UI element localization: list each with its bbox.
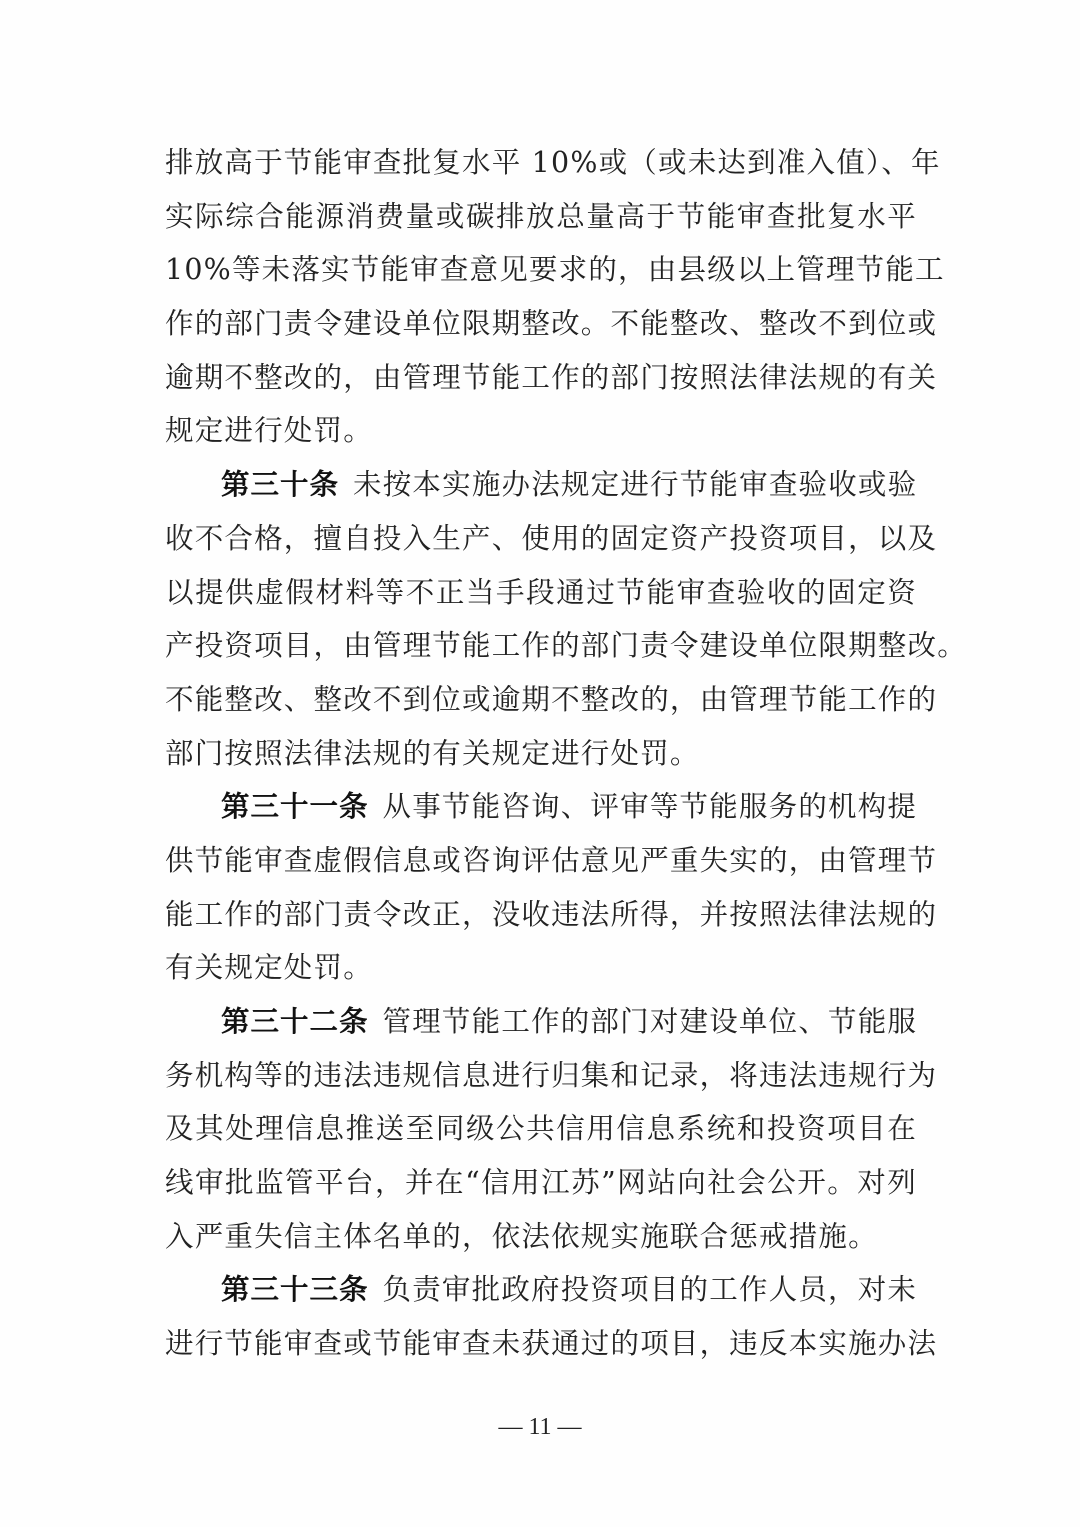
text-line: 10%等未落实节能审查意见要求的，由县级以上管理节能工: [165, 253, 945, 287]
article-number: 第三十二条: [221, 1005, 369, 1038]
text-line: 供节能审查虚假信息或咨询评估意见严重失实的，由管理节: [165, 843, 938, 877]
text-line: 线审批监管平台，并在“信用江苏”网站向社会公开。对列: [165, 1166, 917, 1200]
text-line: 作的部门责令建设单位限期整改。不能整改、整改不到位或: [165, 307, 938, 341]
text-line: 规定进行处罚。: [165, 414, 373, 448]
article-33-first-line: [165, 1263, 917, 1317]
text-line: 进行节能审查或节能审查未获通过的项目，违反本实施办法: [165, 1327, 938, 1361]
text-span: 负责审批政府投资项目的工作人员，对未: [382, 1273, 918, 1307]
text-line: 实际综合能源消费量或碳排放总量高于节能审查批复水平: [165, 199, 917, 233]
text-line: 部门按照法律法规的有关规定进行处罚。: [165, 736, 700, 770]
article-31-first-line: [165, 780, 917, 834]
text-line: 以提供虚假材料等不正当手段通过节能审查验收的固定资: [165, 575, 917, 609]
text-line: 产投资项目，由管理节能工作的部门责令建设单位限期整改。: [165, 629, 967, 663]
page-number: — 11 —: [498, 1414, 582, 1440]
text-line: 有关规定处罚。: [165, 951, 373, 985]
text-span: 未按本实施办法规定进行节能审查验收或验: [353, 468, 918, 502]
text-line: 不能整改、整改不到位或逾期不整改的，由管理节能工作的: [165, 682, 938, 716]
text-line: 逾期不整改的，由管理节能工作的部门按照法律法规的有关: [165, 360, 938, 394]
text-line: 排放高于节能审查批复水平 10%或（或未达到准入值）、年: [165, 146, 941, 179]
article-number: 第三十三条: [221, 1273, 369, 1307]
document-body: [165, 136, 967, 1371]
text-line: 入严重失信主体名单的，依法依规实施联合惩戒措施。: [165, 1219, 878, 1253]
article-32-first-line: [165, 995, 917, 1049]
text-line: 务机构等的违法违规信息进行归集和记录，将违法违规行为: [165, 1058, 938, 1092]
article-number: 第三十一条: [221, 790, 369, 824]
article-30-first-line: [165, 458, 917, 512]
text-line: 能工作的部门责令改正，没收违法所得，并按照法律法规的: [165, 897, 938, 931]
text-line: 收不合格，擅自投入生产、使用的固定资产投资项目，以及: [165, 521, 938, 555]
article-number: 第三十条: [221, 468, 340, 502]
text-line: 及其处理信息推送至同级公共信用信息系统和投资项目在: [165, 1112, 917, 1146]
text-span: 管理节能工作的部门对建设单位、节能服: [382, 1005, 918, 1038]
text-span: 从事节能咨询、评审等节能服务的机构提: [382, 790, 918, 824]
